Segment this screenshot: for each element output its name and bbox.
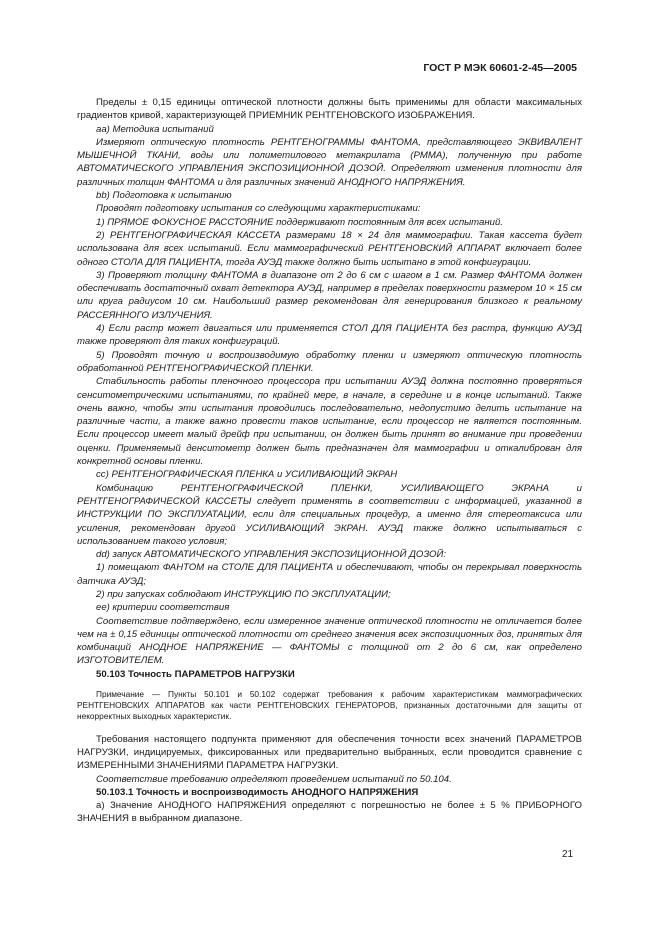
paragraph: Измеряют оптическую плотность РЕНТГЕНОГРАММЫ ФАНТОМА, представляющего ЭКВИВАЛЕНТ МЫШЕЧНОЙ ТКАНИ, воды или полиметилового метакрилата (PMMA), полученную при работе АВТОМАТИЧЕСКОГО УПРАВЛЕНИЯ ЭКСПОЗИЦИОННОЙ ДОЗОЙ. Определяют изменения плотности для различных толщин ФАНТОМА и для различных значений АНОДНОГО НАПРЯЖЕНИЯ. xyxy=(77,136,582,188)
subsection-heading: bb) Подготовка к испытанию xyxy=(96,190,232,202)
section-heading: 50.103 Точность ПАРАМЕТРОВ НАГРУЗКИ xyxy=(96,668,295,680)
page-header: ГОСТ Р МЭК 60601-2-45—2005 xyxy=(423,62,577,74)
list-item: 1) ПРЯМОЕ ФОКУСНОЕ РАССТОЯНИЕ поддерживают постоянным для всех испытаний. xyxy=(96,216,504,228)
list-item: 2) при запусках соблюдают ИНСТРУКЦИЮ ПО ЭКСПЛУАТАЦИИ; xyxy=(96,588,391,600)
paragraph: Требования настоящего подпункта применяют для обеспечения точности всех значений ПАРАМЕТРОВ НАГРУЗКИ, индицируемых, фиксированных или предварительно выбранных, если проводится сравнение с ИЗМЕРЕННЫМИ ЗНАЧЕНИЯМИ ПАРАМЕТРА НАГРУЗКИ. xyxy=(77,733,582,772)
subsection-heading: dd) запуск АВТОМАТИЧЕСКОГО УПРАВЛЕНИЯ ЭКСПОЗИЦИОННОЙ ДОЗОЙ: xyxy=(96,549,447,561)
paragraph: Пределы ± 0,15 единицы оптической плотности должны быть применимы для области максимальных градиентов кривой, характеризующей ПРИЕМНИК РЕНТГЕНОВСКОГО ИЗОБРАЖЕНИЯ. xyxy=(77,97,582,122)
paragraph: Соответствие подтверждено, если измеренное значение оптической плотности не отличается более чем на ± 0,15 единицы оптической плотности от среднего значения всех экспозиционных доз, принятых для комбинаций АНОДНОЕ НАПРЯЖЕНИЕ — ФАНТОМЫ с толщиной от 2 до 6 см, как определено ИЗГОТОВИТЕЛЕМ. xyxy=(77,615,582,667)
subsection-heading: cc) РЕНТГЕНОГРАФИЧЕСКАЯ ПЛЕНКА и УСИЛИВАЮЩИЙ ЭКРАН xyxy=(96,469,398,481)
paragraph: Стабильность работы пленочного процессора при испытании АУЭД должна постоянно проверяться сенситометрическими испытаниями, по крайней мере, в начале, в середине и в конце испытаний. Также очень важно, чтобы эти испытания проводились последовательно, недопустимо делить испытание на различные части, а также важно провести таков испытание, если процессор не является постоянным. Если процессор имеет малый дрейф при испытании, он должен быть принят во внимание при проведении оценки. Применяемый денситометр должен быть предназначен для маммографии и откалиброван для конкретной основы пленки. xyxy=(77,376,582,468)
subsection-heading: аа) Методика испытаний xyxy=(96,123,214,135)
page-number: 21 xyxy=(562,849,574,860)
paragraph: Соответствие требованию определяют проведением испытаний по 50.104. xyxy=(96,773,452,785)
paragraph: а) Значение АНОДНОГО НАПРЯЖЕНИЯ определяют с погрешностью не более ± 5 % ПРИБОРНОГО ЗНАЧЕНИЯ в выбранном диапазоне. xyxy=(77,800,582,825)
list-item: 1) помещают ФАНТОМ на СТОЛЕ ДЛЯ ПАЦИЕНТА и обеспечивают, чтобы он перекрывал поверхность датчика АУЭД; xyxy=(77,562,582,587)
paragraph: Проводят подготовку испытания со следующими характеристиками: xyxy=(96,203,421,215)
list-item: 3) Проверяют толщину ФАНТОМА в диапазоне от 2 до 6 см с шагом в 1 см. Размер ФАНТОМА должен обеспечивать достаточный охват детектора АУЭД, например в пределах поверхности размером 10 × 15 см или круга радиусом 10 см. Наибольший размер рекомендован для генерирования близкого к реальному РАССЕЯННОГО ИЗЛУЧЕНИЯ. xyxy=(77,269,582,321)
list-item: 2) РЕНТГЕНОГРАФИЧЕСКАЯ КАССЕТА размерами 18 × 24 для маммографии. Такая кассета будет использована для всех испытаний. Если маммографический РЕНТГЕНОВСКИЙ АППАРАТ включает более одного СТОЛА ДЛЯ ПАЦИЕНТА, тогда АУЭД также должно быть испытано в этой конфигурации. xyxy=(77,229,582,268)
section-heading: 50.103.1 Точность и воспроизводимость АНОДНОГО НАПРЯЖЕНИЯ xyxy=(96,786,419,798)
list-item: 4) Если растр может двигаться или применяется СТОЛ ДЛЯ ПАЦИЕНТА без растра, функцию АУЭД также проверяют для таких конфигураций. xyxy=(77,323,582,348)
document-body xyxy=(77,96,582,826)
list-item: 5) Проводят точную и воспроизводимую обработку пленки и измеряют оптическую плотность обработанной РЕНТГЕНОГРАФИЧЕСКОЙ ПЛЕНКИ. xyxy=(77,349,582,374)
paragraph: Комбинацию РЕНТГЕНОГРАФИЧЕСКОЙ ПЛЕНКИ, УСИЛИВАЮЩЕГО ЭКРАНА и РЕНТГЕНОГРАФИЧЕСКОЙ КАССЕТЫ следует применять в соответствии с информацией, указанной в ИНСТРУКЦИИ ПО ЭКСПЛУАТАЦИИ, если для специальных процедур, а именно для стереотаксиса или усиления, рекомендован другой УСИЛИВАЮЩИЙ ЭКРАН. АУЭД также должно испытываться с использованием такого условия; xyxy=(77,482,582,547)
subsection-heading: ее) критерии соответствия xyxy=(96,602,230,614)
note: Примечание — Пункты 50.101 и 50.102 содержат требования к рабочим характеристикам маммографических РЕНТГЕНОВСКИХ АППАРАТОВ как части РЕНТГЕНОВСКИХ ГЕНЕРАТОРОВ, признанных достаточными для защиты от некорректных выходных характеристик. xyxy=(77,689,582,722)
